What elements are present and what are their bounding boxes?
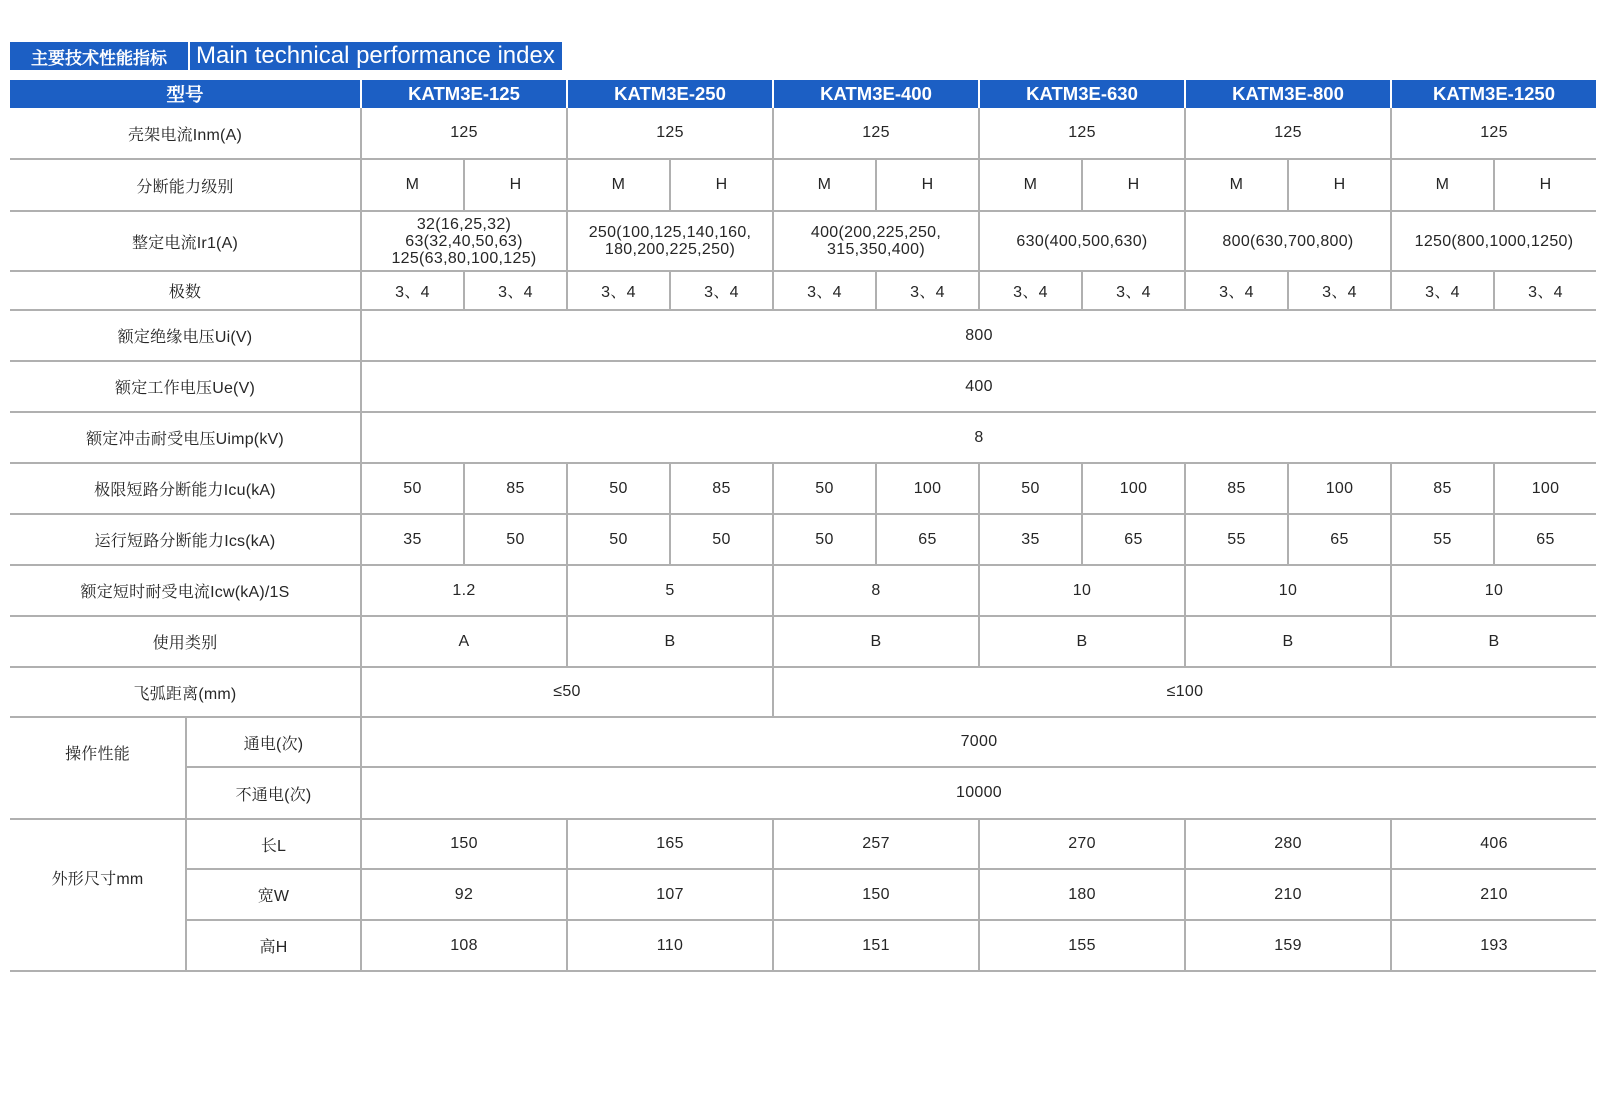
utilization-category-value: B bbox=[1184, 617, 1390, 668]
header-model-katm3e-250: KATM3E-250 bbox=[566, 80, 772, 108]
poles-value: 3、4 bbox=[360, 272, 463, 311]
row-sublabel-unpowered: 不通电(次) bbox=[185, 768, 360, 820]
section-title-bar bbox=[10, 42, 562, 70]
icu-value: 85 bbox=[669, 464, 772, 515]
poles-value: 3、4 bbox=[1390, 272, 1493, 311]
icu-value: 100 bbox=[1287, 464, 1390, 515]
poles-value: 3、4 bbox=[772, 272, 875, 311]
powered-operations-value: 7000 bbox=[360, 718, 1596, 768]
icw-value: 10 bbox=[1390, 566, 1596, 617]
ics-value: 50 bbox=[772, 515, 875, 566]
width-value: 180 bbox=[978, 870, 1184, 921]
ics-value: 50 bbox=[463, 515, 566, 566]
header-model-katm3e-1250: KATM3E-1250 bbox=[1390, 80, 1596, 108]
row-label-setting-current: 整定电流Ir1(A) bbox=[10, 212, 360, 272]
ics-value: 65 bbox=[1081, 515, 1184, 566]
poles-value: 3、4 bbox=[1287, 272, 1390, 311]
frame-current-value: 125 bbox=[360, 108, 566, 160]
row-label-operating-voltage: 额定工作电压Ue(V) bbox=[10, 362, 360, 413]
poles-value: 3、4 bbox=[875, 272, 978, 311]
icw-value: 10 bbox=[1184, 566, 1390, 617]
icu-value: 100 bbox=[875, 464, 978, 515]
utilization-category-value: B bbox=[566, 617, 772, 668]
ics-value: 55 bbox=[1184, 515, 1287, 566]
header-model-katm3e-800: KATM3E-800 bbox=[1184, 80, 1390, 108]
icw-value: 10 bbox=[978, 566, 1184, 617]
width-value: 210 bbox=[1390, 870, 1596, 921]
frame-current-value: 125 bbox=[978, 108, 1184, 160]
icu-value: 50 bbox=[978, 464, 1081, 515]
icu-value: 85 bbox=[1184, 464, 1287, 515]
ics-value: 35 bbox=[360, 515, 463, 566]
ics-value: 65 bbox=[1287, 515, 1390, 566]
breaking-class-value: M bbox=[772, 160, 875, 212]
row-label-operating-performance: 操作性能 bbox=[10, 718, 185, 820]
frame-current-value: 125 bbox=[772, 108, 978, 160]
width-value: 107 bbox=[566, 870, 772, 921]
ics-value: 55 bbox=[1390, 515, 1493, 566]
arc-distance-value: ≤50 bbox=[360, 668, 772, 718]
row-label-ics: 运行短路分断能力Ics(kA) bbox=[10, 515, 360, 566]
header-model-katm3e-630: KATM3E-630 bbox=[978, 80, 1184, 108]
ics-value: 50 bbox=[566, 515, 669, 566]
row-label-dimensions: 外形尺寸mm bbox=[10, 820, 185, 972]
row-label-icw: 额定短时耐受电流Icw(kA)/1S bbox=[10, 566, 360, 617]
row-sublabel-length: 长L bbox=[185, 820, 360, 870]
height-value: 108 bbox=[360, 921, 566, 972]
poles-value: 3、4 bbox=[1184, 272, 1287, 311]
icu-value: 100 bbox=[1493, 464, 1596, 515]
setting-current-line: 250(100,125,140,160, bbox=[588, 224, 752, 241]
breaking-class-value: M bbox=[1390, 160, 1493, 212]
icu-value: 85 bbox=[463, 464, 566, 515]
setting-current-line: 400(200,225,250, bbox=[810, 224, 942, 241]
header-model-katm3e-125: KATM3E-125 bbox=[360, 80, 566, 108]
setting-current-value bbox=[566, 212, 772, 272]
operating-voltage-value: 400 bbox=[360, 362, 1596, 413]
insulation-voltage-value: 800 bbox=[360, 311, 1596, 362]
unpowered-operations-value: 10000 bbox=[360, 768, 1596, 820]
breaking-class-value: H bbox=[463, 160, 566, 212]
height-value: 155 bbox=[978, 921, 1184, 972]
height-value: 110 bbox=[566, 921, 772, 972]
breaking-class-value: M bbox=[566, 160, 669, 212]
row-label-impulse-voltage: 额定冲击耐受电压Uimp(kV) bbox=[10, 413, 360, 464]
breaking-class-value: H bbox=[875, 160, 978, 212]
header-model-label: 型号 bbox=[10, 80, 360, 108]
utilization-category-value: A bbox=[360, 617, 566, 668]
icu-value: 50 bbox=[360, 464, 463, 515]
row-label-poles: 极数 bbox=[10, 272, 360, 311]
row-label-utilization-category: 使用类别 bbox=[10, 617, 360, 668]
ics-value: 35 bbox=[978, 515, 1081, 566]
poles-value: 3、4 bbox=[1493, 272, 1596, 311]
width-value: 150 bbox=[772, 870, 978, 921]
impulse-voltage-value: 8 bbox=[360, 413, 1596, 464]
ics-value: 65 bbox=[875, 515, 978, 566]
length-value: 406 bbox=[1390, 820, 1596, 870]
breaking-class-value: M bbox=[360, 160, 463, 212]
section-title-en: Main technical performance index bbox=[196, 42, 555, 69]
frame-current-value: 125 bbox=[1184, 108, 1390, 160]
breaking-class-value: H bbox=[1287, 160, 1390, 212]
setting-current-line: 1250(800,1000,1250) bbox=[1414, 232, 1574, 250]
setting-current-value bbox=[360, 212, 566, 272]
height-value: 151 bbox=[772, 921, 978, 972]
icw-value: 8 bbox=[772, 566, 978, 617]
utilization-category-value: B bbox=[1390, 617, 1596, 668]
setting-current-value bbox=[772, 212, 978, 272]
icw-value: 1.2 bbox=[360, 566, 566, 617]
length-value: 150 bbox=[360, 820, 566, 870]
ics-value: 50 bbox=[669, 515, 772, 566]
setting-current-value bbox=[978, 212, 1184, 272]
setting-current-line: 180,200,225,250) bbox=[604, 241, 736, 258]
breaking-class-value: H bbox=[1081, 160, 1184, 212]
poles-value: 3、4 bbox=[669, 272, 772, 311]
breaking-class-value: M bbox=[978, 160, 1081, 212]
row-sublabel-width: 宽W bbox=[185, 870, 360, 921]
section-title-cn: 主要技术性能指标 bbox=[31, 48, 167, 69]
height-value: 193 bbox=[1390, 921, 1596, 972]
length-value: 280 bbox=[1184, 820, 1390, 870]
row-sublabel-height: 高H bbox=[185, 921, 360, 972]
spec-table bbox=[10, 80, 1596, 972]
breaking-class-value: H bbox=[1493, 160, 1596, 212]
setting-current-line: 32(16,25,32) bbox=[416, 215, 512, 233]
icu-value: 50 bbox=[772, 464, 875, 515]
length-value: 257 bbox=[772, 820, 978, 870]
length-value: 165 bbox=[566, 820, 772, 870]
poles-value: 3、4 bbox=[978, 272, 1081, 311]
utilization-category-value: B bbox=[772, 617, 978, 668]
header-model-katm3e-400: KATM3E-400 bbox=[772, 80, 978, 108]
setting-current-value bbox=[1184, 212, 1390, 272]
poles-value: 3、4 bbox=[463, 272, 566, 311]
setting-current-line: 630(400,500,630) bbox=[1016, 232, 1148, 250]
icu-value: 85 bbox=[1390, 464, 1493, 515]
row-label-frame-current: 壳架电流Inm(A) bbox=[10, 108, 360, 160]
row-label-breaking-class: 分断能力级别 bbox=[10, 160, 360, 212]
row-label-arc-distance: 飞弧距离(mm) bbox=[10, 668, 360, 718]
length-value: 270 bbox=[978, 820, 1184, 870]
width-value: 92 bbox=[360, 870, 566, 921]
row-label-icu: 极限短路分断能力Icu(kA) bbox=[10, 464, 360, 515]
frame-current-value: 125 bbox=[566, 108, 772, 160]
breaking-class-value: M bbox=[1184, 160, 1287, 212]
row-label-insulation-voltage: 额定绝缘电压Ui(V) bbox=[10, 311, 360, 362]
icw-value: 5 bbox=[566, 566, 772, 617]
ics-value: 65 bbox=[1493, 515, 1596, 566]
poles-value: 3、4 bbox=[1081, 272, 1184, 311]
arc-distance-value: ≤100 bbox=[772, 668, 1596, 718]
frame-current-value: 125 bbox=[1390, 108, 1596, 160]
utilization-category-value: B bbox=[978, 617, 1184, 668]
icu-value: 50 bbox=[566, 464, 669, 515]
width-value: 210 bbox=[1184, 870, 1390, 921]
setting-current-line: 315,350,400) bbox=[827, 241, 925, 258]
row-sublabel-powered: 通电(次) bbox=[185, 718, 360, 768]
poles-value: 3、4 bbox=[566, 272, 669, 311]
breaking-class-value: H bbox=[669, 160, 772, 212]
setting-current-line: 125(63,80,100,125) bbox=[391, 249, 537, 267]
icu-value: 100 bbox=[1081, 464, 1184, 515]
height-value: 159 bbox=[1184, 921, 1390, 972]
setting-current-value bbox=[1390, 212, 1596, 272]
setting-current-line: 63(32,40,50,63) bbox=[405, 232, 523, 250]
setting-current-line: 800(630,700,800) bbox=[1222, 232, 1354, 250]
